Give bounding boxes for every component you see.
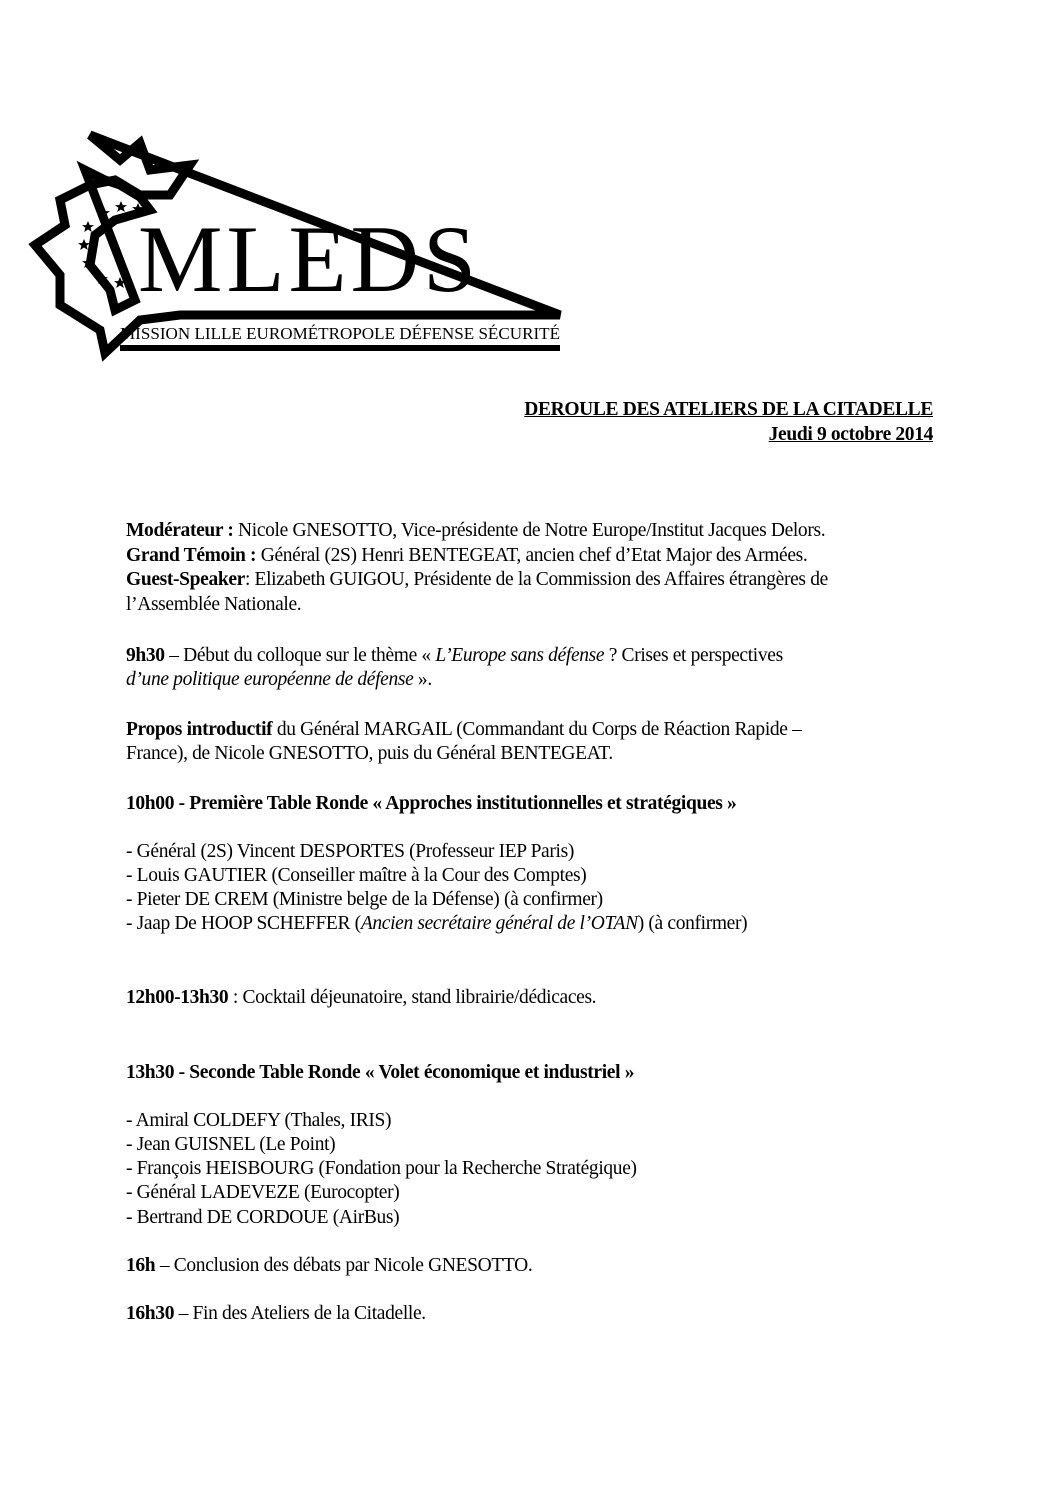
round2-speaker: - Général LADEVEZE (Eurocopter) <box>126 1182 400 1203</box>
guest-speaker-line: Guest-Speaker: Elizabeth GUIGOU, Présidente de la Commission des Affaires étrangères de <box>126 569 828 590</box>
round2-speaker: - Bertrand DE CORDOUE (AirBus) <box>126 1207 400 1228</box>
round2-heading: 13h30 - Seconde Table Ronde « Volet économique et industriel » <box>126 1062 635 1083</box>
agenda-1630: 16h30 – Fin des Ateliers de la Citadelle. <box>126 1303 426 1324</box>
round1-speaker: - Louis GAUTIER (Conseiller maître à la Cour des Comptes) <box>126 865 587 886</box>
moderator-line: Modérateur : Nicole GNESOTTO, Vice-présidente de Notre Europe/Institut Jacques Delors. <box>126 520 826 541</box>
agenda-930: 9h30 – Début du colloque sur le thème « L’Europe sans défense ? Crises et perspectives <box>126 645 783 666</box>
mleds-logo <box>20 125 580 365</box>
agenda-lunch: 12h00-13h30 : Cocktail déjeunatoire, stand librairie/dédicaces. <box>126 987 597 1008</box>
round1-speaker: - Pieter DE CREM (Ministre belge de la Défense) (à confirmer) <box>126 889 603 910</box>
round2-speaker: - François HEISBOURG (Fondation pour la Recherche Stratégique) <box>126 1158 637 1179</box>
round2-speaker: - Jean GUISNEL (Le Point) <box>126 1134 336 1155</box>
agenda-16h: 16h – Conclusion des débats par Nicole GNESOTTO. <box>126 1255 533 1276</box>
round2-speaker: - Amiral COLDEFY (Thales, IRIS) <box>126 1110 392 1131</box>
svg-text:MLEDS: MLEDS <box>138 206 480 312</box>
agenda-930-cont: d’une politique européenne de défense ». <box>126 669 432 690</box>
grand-temoin-line: Grand Témoin : Général (2S) Henri BENTEGEAT, ancien chef d’Etat Major des Armées. <box>126 545 808 566</box>
round1-heading: 10h00 - Première Table Ronde « Approches institutionnelles et stratégiques » <box>126 793 737 814</box>
svg-text:MISSION LILLE EUROMÉTROPOLE DÉ: MISSION LILLE EUROMÉTROPOLE DÉFENSE SÉCURITÉ <box>120 324 560 343</box>
document-title: DEROULE DES ATELIERS DE LA CITADELLE <box>524 399 933 420</box>
propos-introductif: Propos introductif du Général MARGAIL (Commandant du Corps de Réaction Rapide – <box>126 719 802 740</box>
document-date: Jeudi 9 octobre 2014 <box>768 424 933 445</box>
round1-speaker: - Jaap De HOOP SCHEFFER (Ancien secrétaire général de l’OTAN) (à confirmer) <box>126 913 748 934</box>
propos-introductif-cont: France), de Nicole GNESOTTO, puis du Général BENTEGEAT. <box>126 743 613 764</box>
round1-speaker: - Général (2S) Vincent DESPORTES (Professeur IEP Paris) <box>126 841 574 862</box>
guest-speaker-line-2: l’Assemblée Nationale. <box>126 594 302 615</box>
